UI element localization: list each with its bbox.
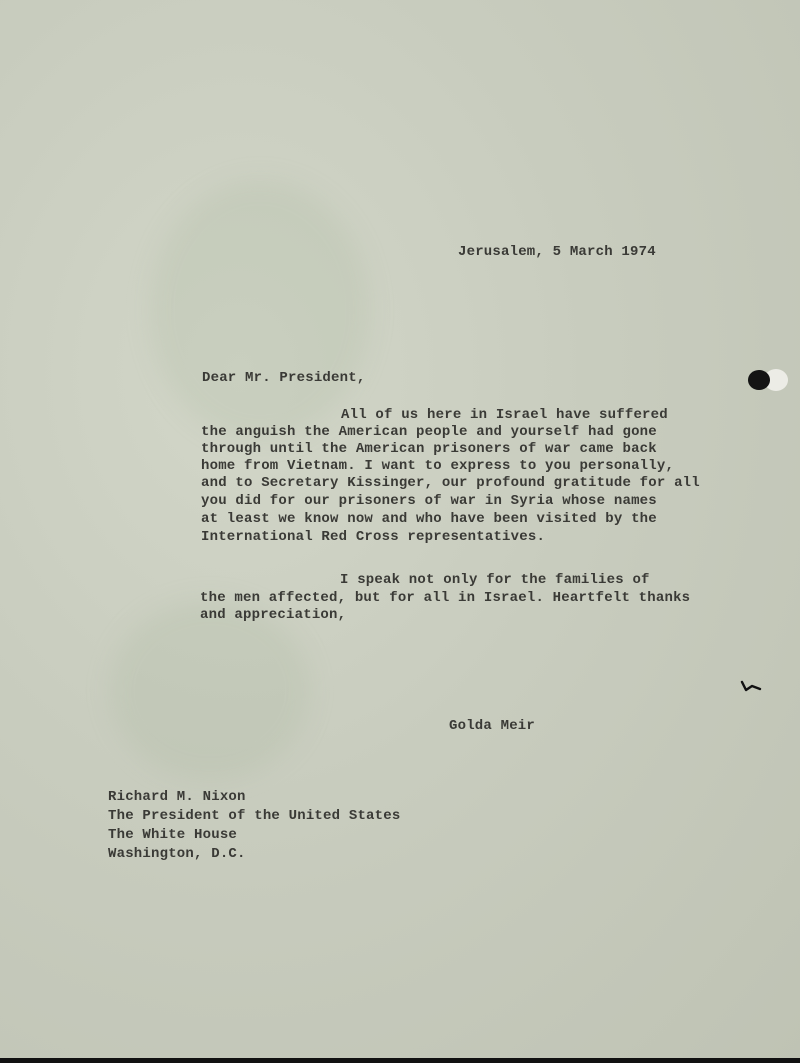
recipient-line: The President of the United States (108, 808, 401, 824)
recipient-line: Richard M. Nixon (108, 789, 246, 805)
body-line: and to Secretary Kissinger, our profound gratitude for all (201, 475, 700, 491)
pen-mark-icon (740, 680, 762, 694)
body-line: you did for our prisoners of war in Syria whose names (201, 493, 657, 509)
recipient-line: Washington, D.C. (108, 846, 246, 862)
salutation: Dear Mr. President, (202, 370, 366, 386)
body-line: I speak not only for the families of (340, 572, 650, 588)
body-line: the men affected, but for all in Israel. Heartfelt thanks (200, 590, 691, 606)
punch-hole (748, 370, 770, 390)
signature: Golda Meir (449, 718, 536, 734)
paper-stain (110, 600, 310, 780)
body-line: and appreciation, (200, 607, 347, 623)
body-line: All of us here in Israel have suffered (341, 407, 668, 423)
body-line: home from Vietnam. I want to express to you personally, (201, 458, 675, 474)
paper-stain (150, 180, 370, 440)
body-line: at least we know now and who have been visited by the (201, 511, 657, 527)
body-line: International Red Cross representatives. (201, 529, 546, 545)
body-line: through until the American prisoners of war came back (201, 441, 657, 457)
recipient-line: The White House (108, 827, 238, 843)
dateline: Jerusalem, 5 March 1974 (458, 244, 656, 260)
body-line: the anguish the American people and yourself had gone (201, 424, 657, 440)
scan-edge (0, 1058, 800, 1063)
